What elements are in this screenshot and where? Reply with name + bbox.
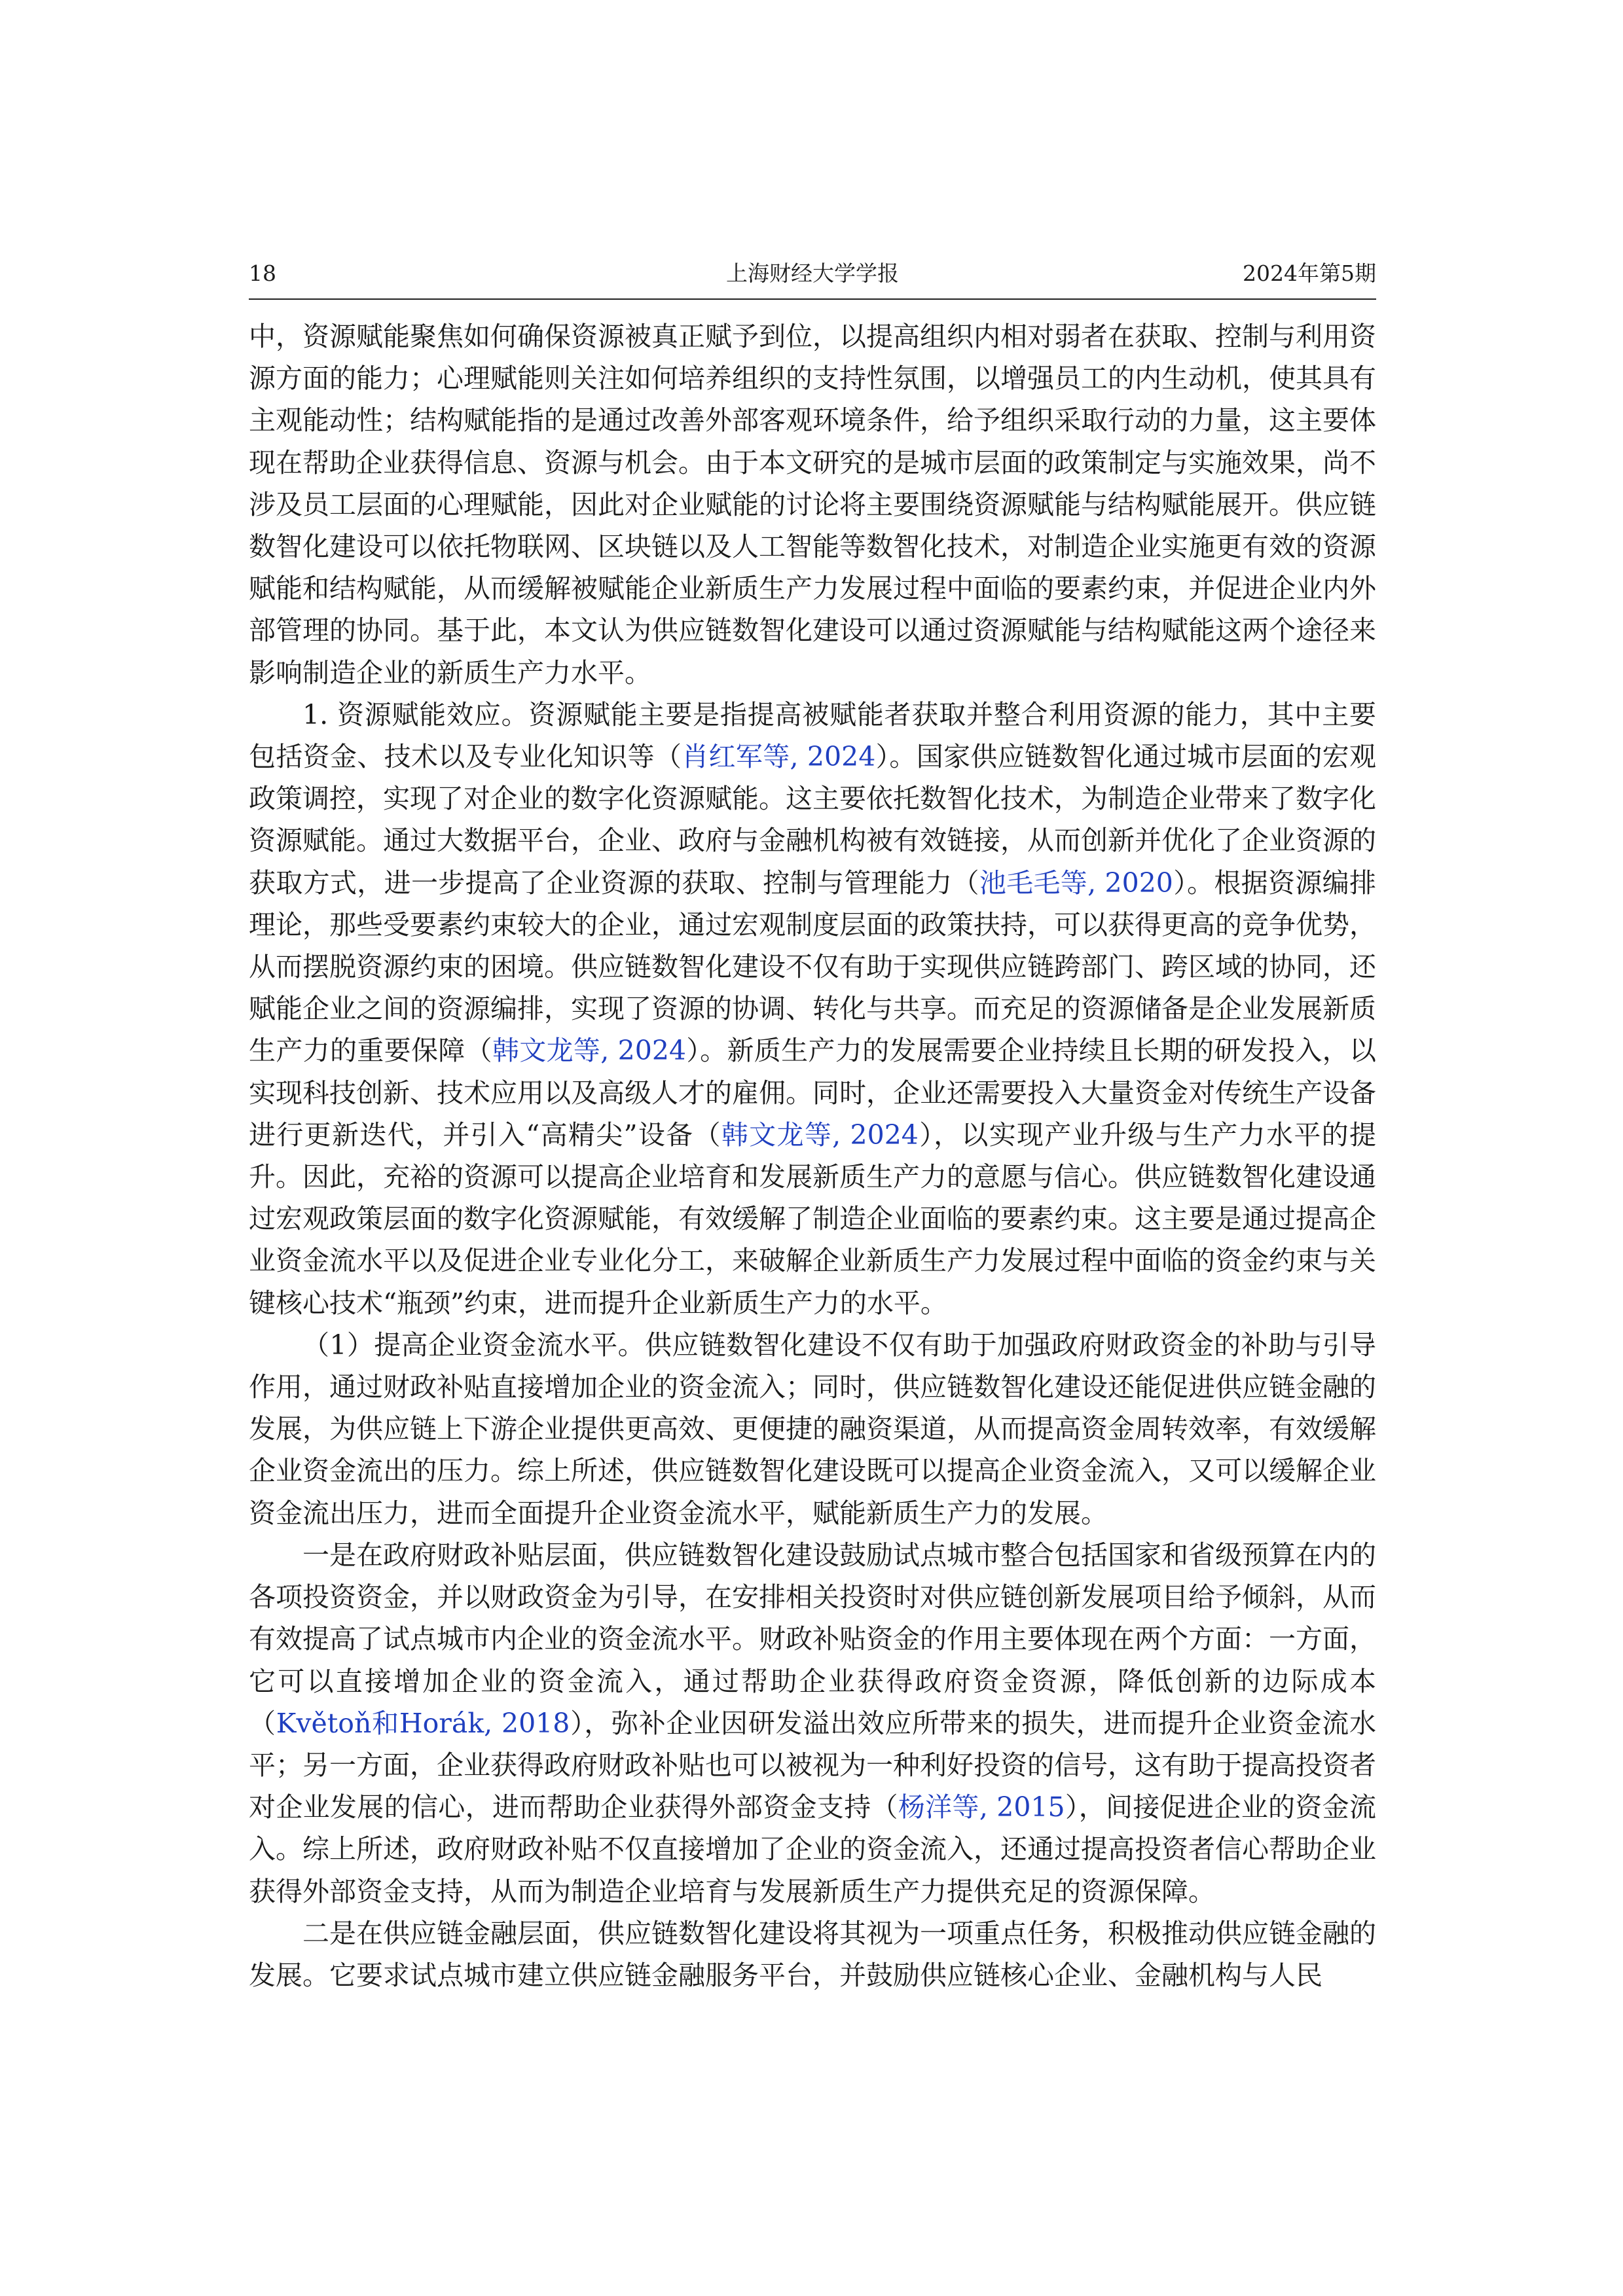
citation-link[interactable]: 韩文龙等, 2024 [721, 1119, 919, 1151]
citation-link[interactable]: 池毛毛等, 2020 [979, 867, 1173, 899]
text-run: ）。国家供应链数智化通过城市层面的宏观政策调控，实现了对企业的数字化资源赋能。这主要依托数智化技术，为制造企业带来了数字化资源赋能。通过大数据平台，企业、政府与金融机构被有效链接，从而创新并优化了企业资源的获取方式，进一步提高了企业资源的获取、控制与管理能力（ [249, 741, 1376, 899]
paragraph-3 [249, 1324, 1376, 1534]
text-run: ），以实现产业升级与生产力水平的提升。因此，充裕的资源可以提高企业培育和发展新质生产力的意愿与信心。供应链数智化建设通过宏观政策层面的数字化资源赋能，有效缓解了制造企业面临的要素约束。这主要是通过提高企业资金流水平以及促进企业专业化分工，来破解企业新质生产力发展过程中面临的资金约束与关键核心技术“瓶颈”约束，进而提升企业新质生产力的水平。 [249, 1119, 1376, 1319]
body-text [249, 315, 1376, 1996]
paragraph-5 [249, 1912, 1376, 1996]
citation-link[interactable]: Květoň和Horák, 2018 [276, 1707, 570, 1739]
text-run: （1）提高企业资金流水平。供应链数智化建设不仅有助于加强政府财政资金的补助与引导作用，通过财政补贴直接增加企业的资金流入；同时，供应链数智化建设还能促进供应链金融的发展，为供应链上下游企业提供更高效、更便捷的融资渠道，从而提高资金周转效率，有效缓解企业资金流出的压力。综上所述，供应链数智化建设既可以提高企业资金流入，又可以缓解企业资金流出压力，进而全面提升企业资金流水平，赋能新质生产力的发展。 [249, 1329, 1376, 1529]
text-run: ）。根据资源编排理论，那些受要素约束较大的企业，通过宏观制度层面的政策扶持，可以获得更高的竞争优势，从而摆脱资源约束的困境。供应链数智化建设不仅有助于实现供应链跨部门、跨区域的协同，还赋能企业之间的资源编排，实现了资源的协调、转化与共享。而充足的资源储备是企业发展新质生产力的重要保障（ [249, 867, 1376, 1067]
text-run: 二是在供应链金融层面，供应链数智化建设将其视为一项重点任务，积极推动供应链金融的发展。它要求试点城市建立供应链金融服务平台，并鼓励供应链核心企业、金融机构与人民 [249, 1917, 1376, 1991]
citation-link[interactable]: 肖红军等, 2024 [682, 741, 876, 773]
running-header [249, 254, 1376, 293]
paragraph-1 [249, 315, 1376, 694]
text-run: ）。新质生产力的发展需要企业持续且长期的研发投入，以实现科技创新、技术应用以及高级人才的雇佣。同时，企业还需要投入大量资金对传统生产设备进行更新迭代，并引入“高精尖”设备（ [249, 1035, 1376, 1151]
header-rule [249, 298, 1376, 300]
text-run: ），弥补企业因研发溢出效应所带来的损失，进而提升企业资金流水平；另一方面，企业获得政府财政补贴也可以被视为一种利好投资的信号，这有助于提高投资者对企业发展的信心，进而帮助企业获得外部资金支持（ [249, 1707, 1377, 1823]
paragraph-2 [249, 694, 1376, 1324]
text-run: 一是在政府财政补贴层面，供应链数智化建设鼓励试点城市整合包括国家和省级预算在内的各项投资资金，并以财政资金为引导，在安排相关投资时对供应链创新发展项目给予倾斜，从而有效提高了试点城市内企业的资金流水平。财政补贴资金的作用主要体现在两个方面：一方面，它可以直接增加企业的资金流入，通过帮助企业获得政府资金资源，降低创新的边际成本（ [249, 1539, 1376, 1739]
text-run: ），间接促进企业的资金流入。综上所述，政府财政补贴不仅直接增加了企业的资金流入，还通过提高投资者信心帮助企业获得外部资金支持，从而为制造企业培育与发展新质生产力提供充足的资源保障。 [249, 1791, 1377, 1907]
paragraph-4 [249, 1534, 1376, 1912]
journal-title: 上海财经大学学报 [726, 260, 899, 286]
text-run: 1. 资源赋能效应。资源赋能主要是指提高被赋能者获取并整合利用资源的能力，其中主要包括资金、技术以及专业化知识等（ [249, 698, 1376, 773]
citation-link[interactable]: 杨洋等, 2015 [898, 1791, 1065, 1823]
issue-label: 2024年第5期 [1243, 260, 1376, 286]
citation-link[interactable]: 韩文龙等, 2024 [492, 1035, 686, 1067]
page-number: 18 [249, 260, 276, 286]
text-run: 中，资源赋能聚焦如何确保资源被真正赋予到位，以提高组织内相对弱者在获取、控制与利用资源方面的能力；心理赋能则关注如何培养组织的支持性氛围，以增强员工的内生动机，使其具有主观能动性；结构赋能指的是通过改善外部客观环境条件，给予组织采取行动的力量，这主要体现在帮助企业获得信息、资源与机会。由于本文研究的是城市层面的政策制定与实施效果，尚不涉及员工层面的心理赋能，因此对企业赋能的讨论将主要围绕资源赋能与结构赋能展开。供应链数智化建设可以依托物联网、区块链以及人工智能等数智化技术，对制造企业实施更有效的资源赋能和结构赋能，从而缓解被赋能企业新质生产力发展过程中面临的要素约束，并促进企业内外部管理的协同。基于此，本文认为供应链数智化建设可以通过资源赋能与结构赋能这两个途径来影响制造企业的新质生产力水平。 [249, 321, 1376, 689]
